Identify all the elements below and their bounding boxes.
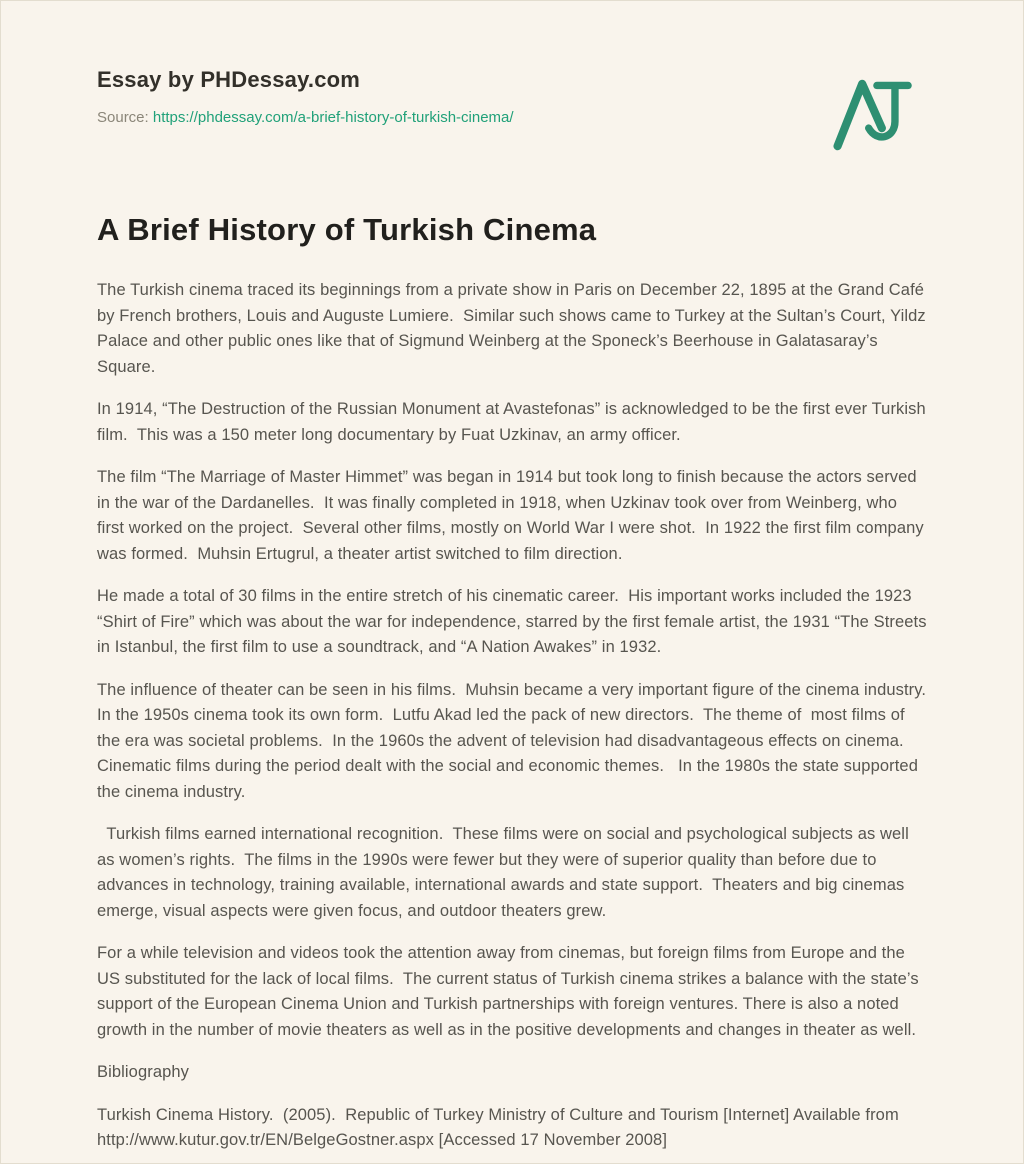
essay-paragraph: In 1914, “The Destruction of the Russian Monument at Avastefonas” is acknowledged to be the first ever Turkish film. This was a 150 meter long documentary by Fuat Uzkinav, an army officer. <box>97 400 931 444</box>
essay-paragraph: The film “The Marriage of Master Himmet” was began in 1914 but took long to finish because the actors served in the war of the Dardanelles. It was finally completed in 1918, when Uzkinav took over from Weinberg, who first worked on the project. Several other films, mostly on World War I were shot. In 1922 the first film company was formed. Muhsin Ertugrul, a theater artist switched to film direction. <box>97 468 929 563</box>
site-title: Essay by PHDessay.com <box>97 67 361 92</box>
bibliography-heading: Bibliography <box>97 1063 190 1081</box>
source-link[interactable]: https://phdessay.com/a-brief-history-of-turkish-cinema/ <box>152 109 514 126</box>
essay-title: A Brief History of Turkish Cinema <box>97 212 597 247</box>
source-label: Source: <box>97 109 149 126</box>
essay-paragraph: The Turkish cinema traced its beginnings from a private show in Paris on December 22, 1895 at the Grand Café by French brothers, Louis and Auguste Lumiere. Similar such shows came to Turkey at the Sultan’s Court, Yildz Palace and other public ones like that of Sigmund Weinberg at the Sponeck’s Beerhouse in Galatasaray’s Square. <box>97 281 931 376</box>
essay-paragraph: Turkish films earned international recognition. These films were on social and psychological subjects as well as women’s rights. The films in the 1990s were fewer but they were of superior quality than before due to advances in technology, training available, international awards and state support. Theaters and big cinemas emerge, visual aspects were given focus, and outdoor theaters grew. <box>97 825 914 920</box>
page-header <box>97 67 927 126</box>
phdessay-logo-icon <box>831 69 913 161</box>
essay-paragraph: He made a total of 30 films in the entire stretch of his cinematic career. His important works included the 1923 “Shirt of Fire” which was about the war for independence, starred by the first female artist, the 1931 “The Streets in Istanbul, the first film to use a soundtrack, and “A Nation Awakes” in 1932. <box>97 587 932 656</box>
essay-content <box>1 1 1023 1154</box>
essay-paragraph: The influence of theater can be seen in his films. Muhsin became a very important figure of the cinema industry. In the 1950s cinema took its own form. Lutfu Akad led the pack of new directors. The theme of most films of the era was societal problems. In the 1960s the advent of television had disadvantageous effects on cinema. Cinematic films during the period dealt with the social and economic themes. In the 1980s the state supported the cinema industry. <box>97 680 936 801</box>
essay-paragraph: For a while television and videos took the attention away from cinemas, but foreign films from Europe and the US substituted for the lack of local films. The current status of Turkish cinema strikes a balance with the state’s support of the European Cinema Union and Turkish partnerships with foreign ventures. There is also a noted growth in the number of movie theaters as well as in the positive developments and changes in theater as well. <box>97 944 924 1039</box>
bibliography-entry: Turkish Cinema History. (2005). Republic of Turkey Ministry of Culture and Tourism [Internet] Available from http://www.kutur.gov.tr/EN/BelgeGostner.aspx [Accessed 17 November 2008] <box>97 1105 904 1149</box>
source-line <box>97 109 927 126</box>
